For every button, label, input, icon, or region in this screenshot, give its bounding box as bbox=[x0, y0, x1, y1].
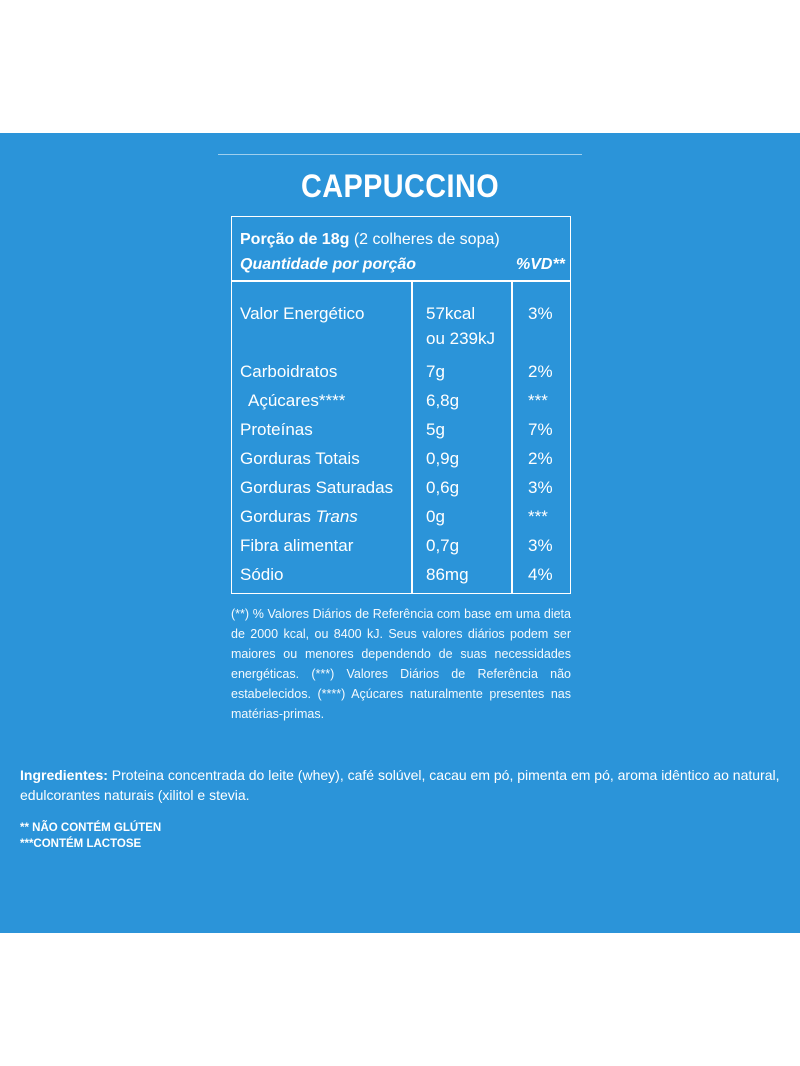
portion-detail: (2 colheres de sopa) bbox=[353, 231, 500, 248]
row-pct: *** bbox=[528, 391, 548, 410]
row-value-secondary: ou 239kJ bbox=[426, 329, 495, 348]
portion-info bbox=[240, 229, 500, 251]
row-value: 0,6g bbox=[426, 478, 460, 497]
row-name: Proteínas bbox=[240, 420, 313, 439]
row-value: 5g bbox=[426, 420, 445, 439]
header-divider bbox=[231, 280, 571, 282]
row-name-italic: Trans bbox=[315, 507, 358, 526]
row-value: 7g bbox=[426, 362, 445, 381]
row-name: Carboidratos bbox=[240, 362, 338, 381]
row-value: 0g bbox=[426, 507, 445, 526]
gluten-warning: ** NÃO CONTÉM GLÚTEN bbox=[20, 822, 162, 834]
row-name: Açúcares**** bbox=[248, 391, 346, 410]
product-title: CAPPUCCINO bbox=[300, 168, 500, 204]
column-divider-1 bbox=[411, 280, 413, 594]
ingredients bbox=[20, 765, 780, 805]
row-name: Sódio bbox=[240, 565, 284, 584]
row-pct: 2% bbox=[528, 362, 553, 381]
ingredients-text: Proteina concentrada do leite (whey), café solúvel, cacau em pó, pimenta em pó, aroma idêntico ao natural, edulcorantes naturais (xilitol e stevia. bbox=[20, 767, 780, 803]
row-name-trans bbox=[240, 506, 358, 528]
row-pct: 3% bbox=[528, 536, 553, 555]
vd-footnote: (**) % Valores Diários de Referência com base em uma dieta de 2000 kcal, ou 8400 kJ. Seus valores diários podem ser maiores ou menores dependendo de suas necessidades energéticas. (***) Valores Diários de Referência não estabelecidos. (****) Açúcares naturalmente presentes nas matérias-primas. bbox=[231, 607, 571, 721]
row-value: 57kcal bbox=[426, 304, 476, 323]
portion-label: Porção de 18g bbox=[240, 231, 350, 248]
row-name: Gorduras bbox=[240, 507, 311, 526]
row-pct: 3% bbox=[528, 478, 553, 497]
row-pct: 2% bbox=[528, 449, 553, 468]
row-name: Gorduras Saturadas bbox=[240, 478, 394, 497]
row-name: Gorduras Totais bbox=[240, 449, 360, 468]
quantity-header: Quantidade por porção bbox=[240, 256, 417, 273]
ingredients-label: Ingredientes: bbox=[20, 767, 108, 783]
row-value: 86mg bbox=[426, 565, 469, 584]
vd-header: %VD** bbox=[516, 256, 565, 273]
row-pct: 3% bbox=[528, 304, 553, 323]
row-value: 0,7g bbox=[426, 536, 460, 555]
row-name: Valor Energético bbox=[240, 304, 365, 323]
row-pct: 4% bbox=[528, 565, 553, 584]
row-value: 0,9g bbox=[426, 449, 460, 468]
column-divider-2 bbox=[511, 280, 513, 594]
row-name: Fibra alimentar bbox=[240, 536, 354, 555]
row-pct: *** bbox=[528, 507, 548, 526]
lactose-warning: ***CONTÉM LACTOSE bbox=[20, 838, 142, 850]
row-pct: 7% bbox=[528, 420, 553, 439]
top-divider bbox=[218, 154, 582, 155]
row-value: 6,8g bbox=[426, 391, 460, 410]
